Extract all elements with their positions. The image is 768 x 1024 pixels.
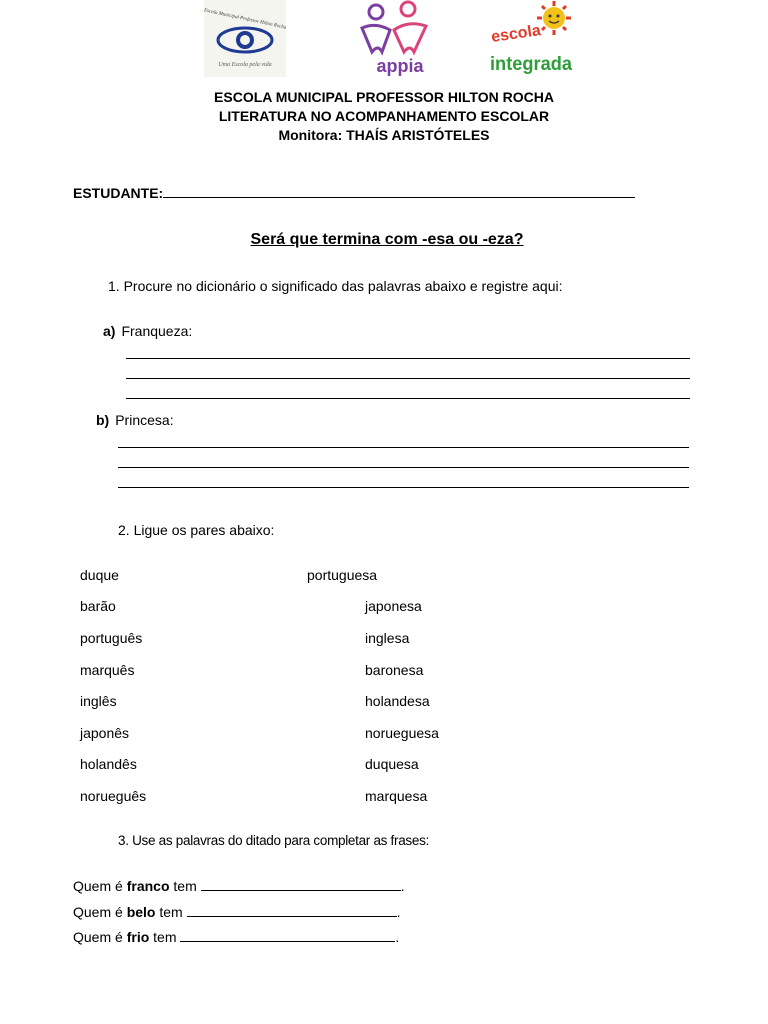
- item-b-word: Princesa:: [115, 412, 174, 428]
- phrase-1-pre: Quem é: [73, 878, 127, 894]
- phrase-1-post: tem: [169, 878, 197, 894]
- right-word[interactable]: portuguesa: [307, 567, 378, 583]
- phrase-3-pre: Quem é: [73, 929, 127, 945]
- school-name: ESCOLA MUNICIPAL PROFESSOR HILTON ROCHA: [214, 89, 554, 105]
- school-logo: [204, 0, 286, 77]
- right-word[interactable]: duquesa: [365, 756, 419, 772]
- left-word[interactable]: holandês: [80, 756, 137, 772]
- left-word[interactable]: barão: [80, 598, 116, 614]
- phrase-2-post: tem: [155, 904, 183, 920]
- school-logo-name: Escola Municipal Professor Hilton Rocha: [204, 8, 286, 31]
- left-word[interactable]: norueguês: [80, 788, 147, 804]
- question-1: 1. Procure no dicionário o significado das palavras abaixo e registre aqui:: [108, 278, 563, 294]
- course-name: LITERATURA NO ACOMPANHAMENTO ESCOLAR: [218, 108, 550, 124]
- left-word[interactable]: marquês: [80, 662, 135, 678]
- monitor-name: Monitora: THAÍS ARISTÓTELES: [278, 127, 490, 143]
- item-a-letter: a): [103, 323, 116, 339]
- phrase-2-blank[interactable]: [187, 904, 397, 917]
- answer-line[interactable]: [126, 358, 690, 359]
- question-3: 3. Use as palavras do ditado para completar as frases:: [118, 833, 429, 848]
- item-b: [96, 412, 174, 428]
- item-a: [103, 323, 192, 339]
- answer-line[interactable]: [126, 398, 690, 399]
- answer-line[interactable]: [118, 447, 689, 448]
- phrase-1-word: franco: [126, 878, 170, 894]
- question-2: 2. Ligue os pares abaixo:: [118, 522, 275, 538]
- integrada-word-escola: escola: [490, 22, 542, 46]
- school-logo-slogan: Uma Escola pela vida: [218, 62, 272, 68]
- answer-line[interactable]: [118, 467, 689, 468]
- left-word[interactable]: português: [80, 630, 143, 646]
- phrase-2-end: .: [396, 904, 401, 920]
- phrase-2-word: belo: [126, 904, 156, 920]
- phrase-1-blank[interactable]: [201, 878, 401, 891]
- worksheet-title: Será que termina com -esa ou -eza?: [250, 231, 524, 248]
- phrase-2: [73, 904, 401, 920]
- item-a-word: Franqueza:: [121, 323, 193, 339]
- phrase-2-pre: Quem é: [73, 904, 127, 920]
- integrada-word-integrada: integrada: [490, 54, 573, 75]
- phrase-3-end: .: [395, 929, 400, 945]
- left-word[interactable]: japonês: [80, 725, 130, 741]
- phrase-3-post: tem: [149, 929, 177, 945]
- phrase-1-end: .: [400, 878, 405, 894]
- phrase-3: [73, 929, 399, 945]
- item-b-letter: b): [96, 412, 110, 428]
- right-word[interactable]: japonesa: [365, 598, 422, 614]
- left-word[interactable]: inglês: [80, 693, 117, 709]
- appia-logo: [350, 0, 440, 77]
- answer-line[interactable]: [126, 378, 690, 379]
- student-name-line[interactable]: [163, 184, 635, 198]
- left-word[interactable]: duque: [80, 567, 119, 583]
- student-field[interactable]: [73, 184, 635, 201]
- answer-line[interactable]: [118, 487, 689, 488]
- right-word[interactable]: marquesa: [365, 788, 428, 804]
- sun-icon: [537, 1, 571, 35]
- phrase-1: [73, 878, 405, 894]
- student-label: ESTUDANTE:: [73, 185, 164, 201]
- appia-logo-text: appia: [376, 56, 424, 76]
- right-word[interactable]: inglesa: [365, 630, 410, 646]
- right-word[interactable]: norueguesa: [365, 725, 439, 741]
- escola-integrada-logo: [488, 0, 574, 77]
- phrase-3-word: frio: [126, 929, 150, 945]
- phrase-3-blank[interactable]: [180, 929, 395, 942]
- right-word[interactable]: baronesa: [365, 662, 424, 678]
- right-word[interactable]: holandesa: [365, 693, 430, 709]
